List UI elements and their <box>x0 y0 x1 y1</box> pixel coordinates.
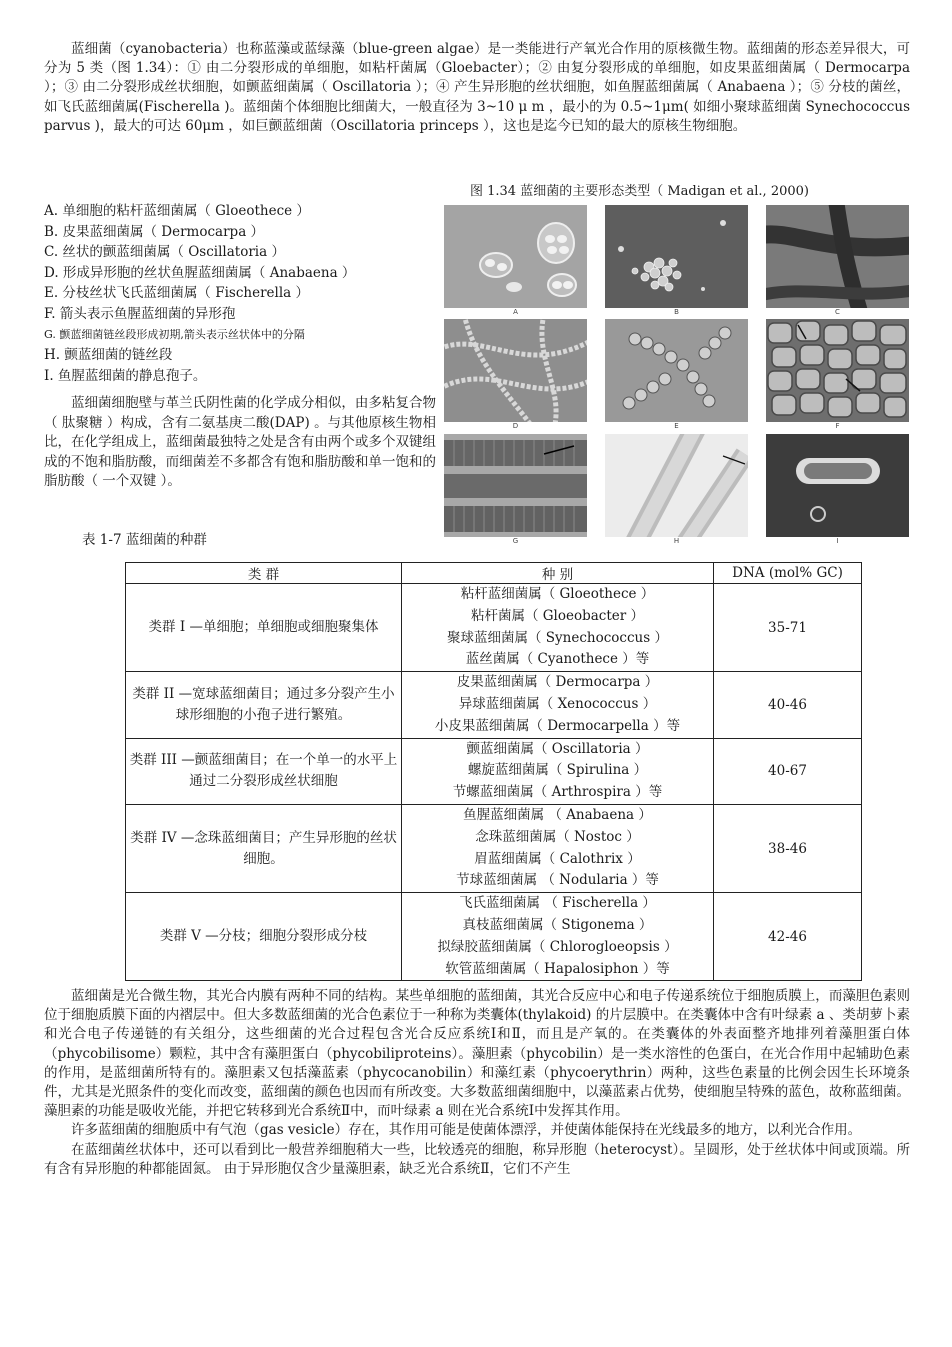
panel-label-f: F <box>835 422 840 430</box>
species-cell <box>402 893 714 981</box>
table-row <box>126 893 862 981</box>
panel-label-g: G <box>512 537 519 545</box>
species-name: 粘杆菌属（ Gloeobacter ） <box>470 607 645 624</box>
cyanobacteria-groups-table <box>125 562 862 981</box>
intro-paragraph: 蓝细菌（cyanobacteria）也称蓝藻或蓝绿藻（blue-green algae）是一类能进行产氧光合作用的原核微生物。蓝细菌的形态差异很大，可分为 5 类（图 1.34）：① 由二分裂形成的单细胞，如粘杆菌属（Gloebacter）；② 由复分裂形成的单细胞，如皮果蓝细菌属（ Dermocarpa ）；③ 由二分裂形成丝状细胞，如颤蓝细菌属（ Oscillatoria ）；④ 产生异形胞的丝状细胞，如鱼腥蓝细菌属（ Anabaena ）；⑤ 分枝的菌丝，如飞氏蓝细菌属(Fischerella )。蓝细菌个体细胞比细菌大，一般直径为 3~10 μ m ，最小的为 0.5~1μm( 如细小聚球蓝细菌 Synechococcus parvus )，最大的可达 60μm ，如巨颤蓝细菌（Oscillatoria princeps ），这也是迄今已知的最大的原核生物细胞。 <box>44 41 910 134</box>
legend-item: E. 分枝丝状飞氏蓝细菌属（ Fischerella ） <box>44 285 310 302</box>
species-name: 聚球蓝细菌属（ Synechococcus ） <box>447 629 668 646</box>
table-header-cell: 类 群 <box>126 563 402 584</box>
micrograph-panel-e <box>605 319 748 422</box>
group-cell: 类群 V —分枝；细胞分裂形成分枝 <box>126 893 402 981</box>
table-caption: 表 1-7 蓝细菌的种群 <box>82 532 207 548</box>
micrograph-panel-d <box>444 319 587 422</box>
group-cell: 类群 I —单细胞；单细胞或细胞聚集体 <box>126 584 402 672</box>
species-cell <box>402 738 714 804</box>
species-name: 异球蓝细菌属（ Xenococcus ） <box>458 695 657 712</box>
group-cell: 类群 III —颤蓝细菌目；在一个单一的水平上通过二分裂形成丝状细胞 <box>126 738 402 804</box>
gc-cell: 42-46 <box>714 893 862 981</box>
legend-item: I. 鱼腥蓝细菌的静息孢子。 <box>44 367 207 384</box>
species-name: 眉蓝细菌属（ Calothrix ） <box>474 850 641 867</box>
species-name: 节球蓝细菌属 （ Nodularia ）等 <box>456 872 659 889</box>
species-name: 螺旋蓝细菌属（ Spirulina ） <box>467 762 648 779</box>
species-name: 鱼腥蓝细菌属 （ Anabaena ） <box>463 806 652 823</box>
table-header-row <box>126 563 862 584</box>
species-name: 真枝蓝细菌属（ Stigonema ） <box>462 916 653 933</box>
gc-cell: 35-71 <box>714 584 862 672</box>
micrograph-panel-a <box>444 205 587 308</box>
micrograph-panel-f <box>766 319 909 422</box>
micrograph-panel-b <box>605 205 748 308</box>
table-row <box>126 672 862 738</box>
panel-label-e: E <box>674 422 679 430</box>
body-text <box>44 987 910 1179</box>
panel-label-b: B <box>674 308 679 316</box>
species-name: 蓝丝菌属（ Cyanothece ）等 <box>465 651 650 668</box>
legend-item: B. 皮果蓝细菌属（ Dermocarpa ） <box>44 223 265 240</box>
cell-wall-paragraph: 蓝细菌细胞壁与革兰氏阴性菌的化学成分相似，由多粘复合物（ 肽聚糖 ）构成，含有二氨基庚二酸(DAP) 。与其他原核生物相比，在化学组成上，蓝细菌最独特之处是含有由两个或多个双键组成的不饱和脂肪酸，而细菌差不多都含有饱和脂肪酸和单一饱和的脂肪酸（ 一个双键 ）。 <box>44 395 436 490</box>
legend-item: A. 单细胞的粘杆蓝细菌属（ Gloeothece ） <box>44 203 310 219</box>
figure-legend <box>44 201 444 386</box>
legend-item: H. 颤蓝细菌的链丝段 <box>44 347 173 364</box>
species-name: 飞氏蓝细菌属 （ Fischerella ） <box>459 895 656 912</box>
group-cell: 类群 II —宽球蓝细菌目；通过多分裂产生小球形细胞的小孢子进行繁殖。 <box>126 672 402 738</box>
species-name: 颤蓝细菌属（ Oscillatoria ） <box>466 740 649 757</box>
species-name: 节螺蓝细菌属（ Arthrospira ）等 <box>452 784 663 801</box>
micrograph-panel-g <box>444 434 587 537</box>
panel-label-h: H <box>673 537 680 545</box>
micrograph-panel-i <box>766 434 909 537</box>
legend-item: D. 形成异形胞的丝状鱼腥蓝细菌属（ Anabaena ） <box>44 264 356 281</box>
species-name: 皮果蓝细菌属（ Dermocarpa ） <box>456 674 659 691</box>
panel-label-a: A <box>513 308 518 316</box>
table-header-cell: DNA (mol% GC) <box>714 563 862 584</box>
micrograph-figure <box>444 205 910 548</box>
species-name: 软管蓝细菌属（ Hapalosiphon ）等 <box>445 960 670 977</box>
species-name: 拟绿胶蓝细菌属（ Chlorogloeopsis ） <box>437 938 678 955</box>
thylakoid-paragraph: 蓝细菌是光合微生物，其光合内膜有两种不同的结构。某些单细胞的蓝细菌，其光合反应中心和电子传递系统位于细胞质膜上，而藻胆色素则位于细胞质膜下面的内褶层中。但大多数蓝细菌的光合色素位于一种称为类囊体(thylakoid) 的片层膜中。在类囊体中含有叶绿素 a 、类胡萝卜素和光合电子传递链的有关组分，这些细菌的光合过程包含光合反应系统Ⅰ和Ⅱ，而且是产氧的。在类囊体的外表面整齐地排列着藻胆蛋白体（phycobilisome）颗粒，其中含有藻胆蛋白（phycobiliproteins）。藻胆素（phycobilin）是一类水溶性的色蛋白，在光合作用中起辅助色素的作用，是蓝细菌所特有的。藻胆素又包括藻蓝素（phycocanobilin）和藻红素（phycoerythrin）两种，这些色素量的比例会因生长环境条件，尤其是光照条件的变化而改变，蓝细菌的颜色也因而有所改变。大多数蓝细菌细胞中，以藻蓝素占优势，使细胞呈特殊的蓝色，故称蓝细菌。藻胆素的功能是吸收光能，并把它转移到光合系统Ⅱ中，而叶绿素 a 则在光合系统Ⅰ中发挥其作用。 <box>44 988 910 1120</box>
panel-label-c: C <box>835 308 840 316</box>
legend-item: C. 丝状的颤蓝细菌属（ Oscillatoria ） <box>44 244 285 261</box>
heterocyst-paragraph: 在蓝细菌丝状体中，还可以看到比一般营养细胞稍大一些，比较透亮的细胞，称异形胞（heterocyst）。呈圆形，处于丝状体中间或顶端。所有含有异形胞的种都能固氮。 由于异形胞仅含少量藻胆素，缺乏光合系统Ⅱ，它们不产生 <box>44 1141 910 1177</box>
micrograph-panel-c <box>766 205 909 308</box>
panel-label-d: D <box>512 422 519 430</box>
table-row <box>126 804 862 892</box>
legend-item: G. 颤蓝细菌链丝段形成初期,箭头表示丝状体中的分隔 <box>44 327 305 341</box>
gas-vesicle-paragraph: 许多蓝细菌的细胞质中有气泡（gas vesicle）存在，其作用可能是使菌体漂浮，并使菌体能保持在光线最多的地方，以利光合作用。 <box>71 1122 862 1139</box>
species-cell <box>402 804 714 892</box>
species-name: 念珠蓝细菌属（ Nostoc ） <box>475 828 640 845</box>
table-row <box>126 584 862 672</box>
legend-item: F. 箭头表示鱼腥蓝细菌的异形孢 <box>44 305 236 322</box>
table-header-cell: 种 别 <box>402 563 714 584</box>
species-name: 小皮果蓝细菌属（ Dermocarpella ）等 <box>434 717 681 734</box>
gc-cell: 40-46 <box>714 672 862 738</box>
figure-caption: 图 1.34 蓝细菌的主要形态类型（ Madigan et al., 2000) <box>470 184 809 199</box>
micrograph-panel-h <box>605 434 748 537</box>
species-cell <box>402 672 714 738</box>
gc-cell: 38-46 <box>714 804 862 892</box>
group-cell: 类群 IV —念珠蓝细菌目；产生异形胞的丝状细胞。 <box>126 804 402 892</box>
gc-cell: 40-67 <box>714 738 862 804</box>
table-row <box>126 738 862 804</box>
species-cell <box>402 584 714 672</box>
panel-label-i: I <box>836 537 839 545</box>
species-name: 粘杆蓝细菌属（ Gloeothece ） <box>460 586 655 602</box>
